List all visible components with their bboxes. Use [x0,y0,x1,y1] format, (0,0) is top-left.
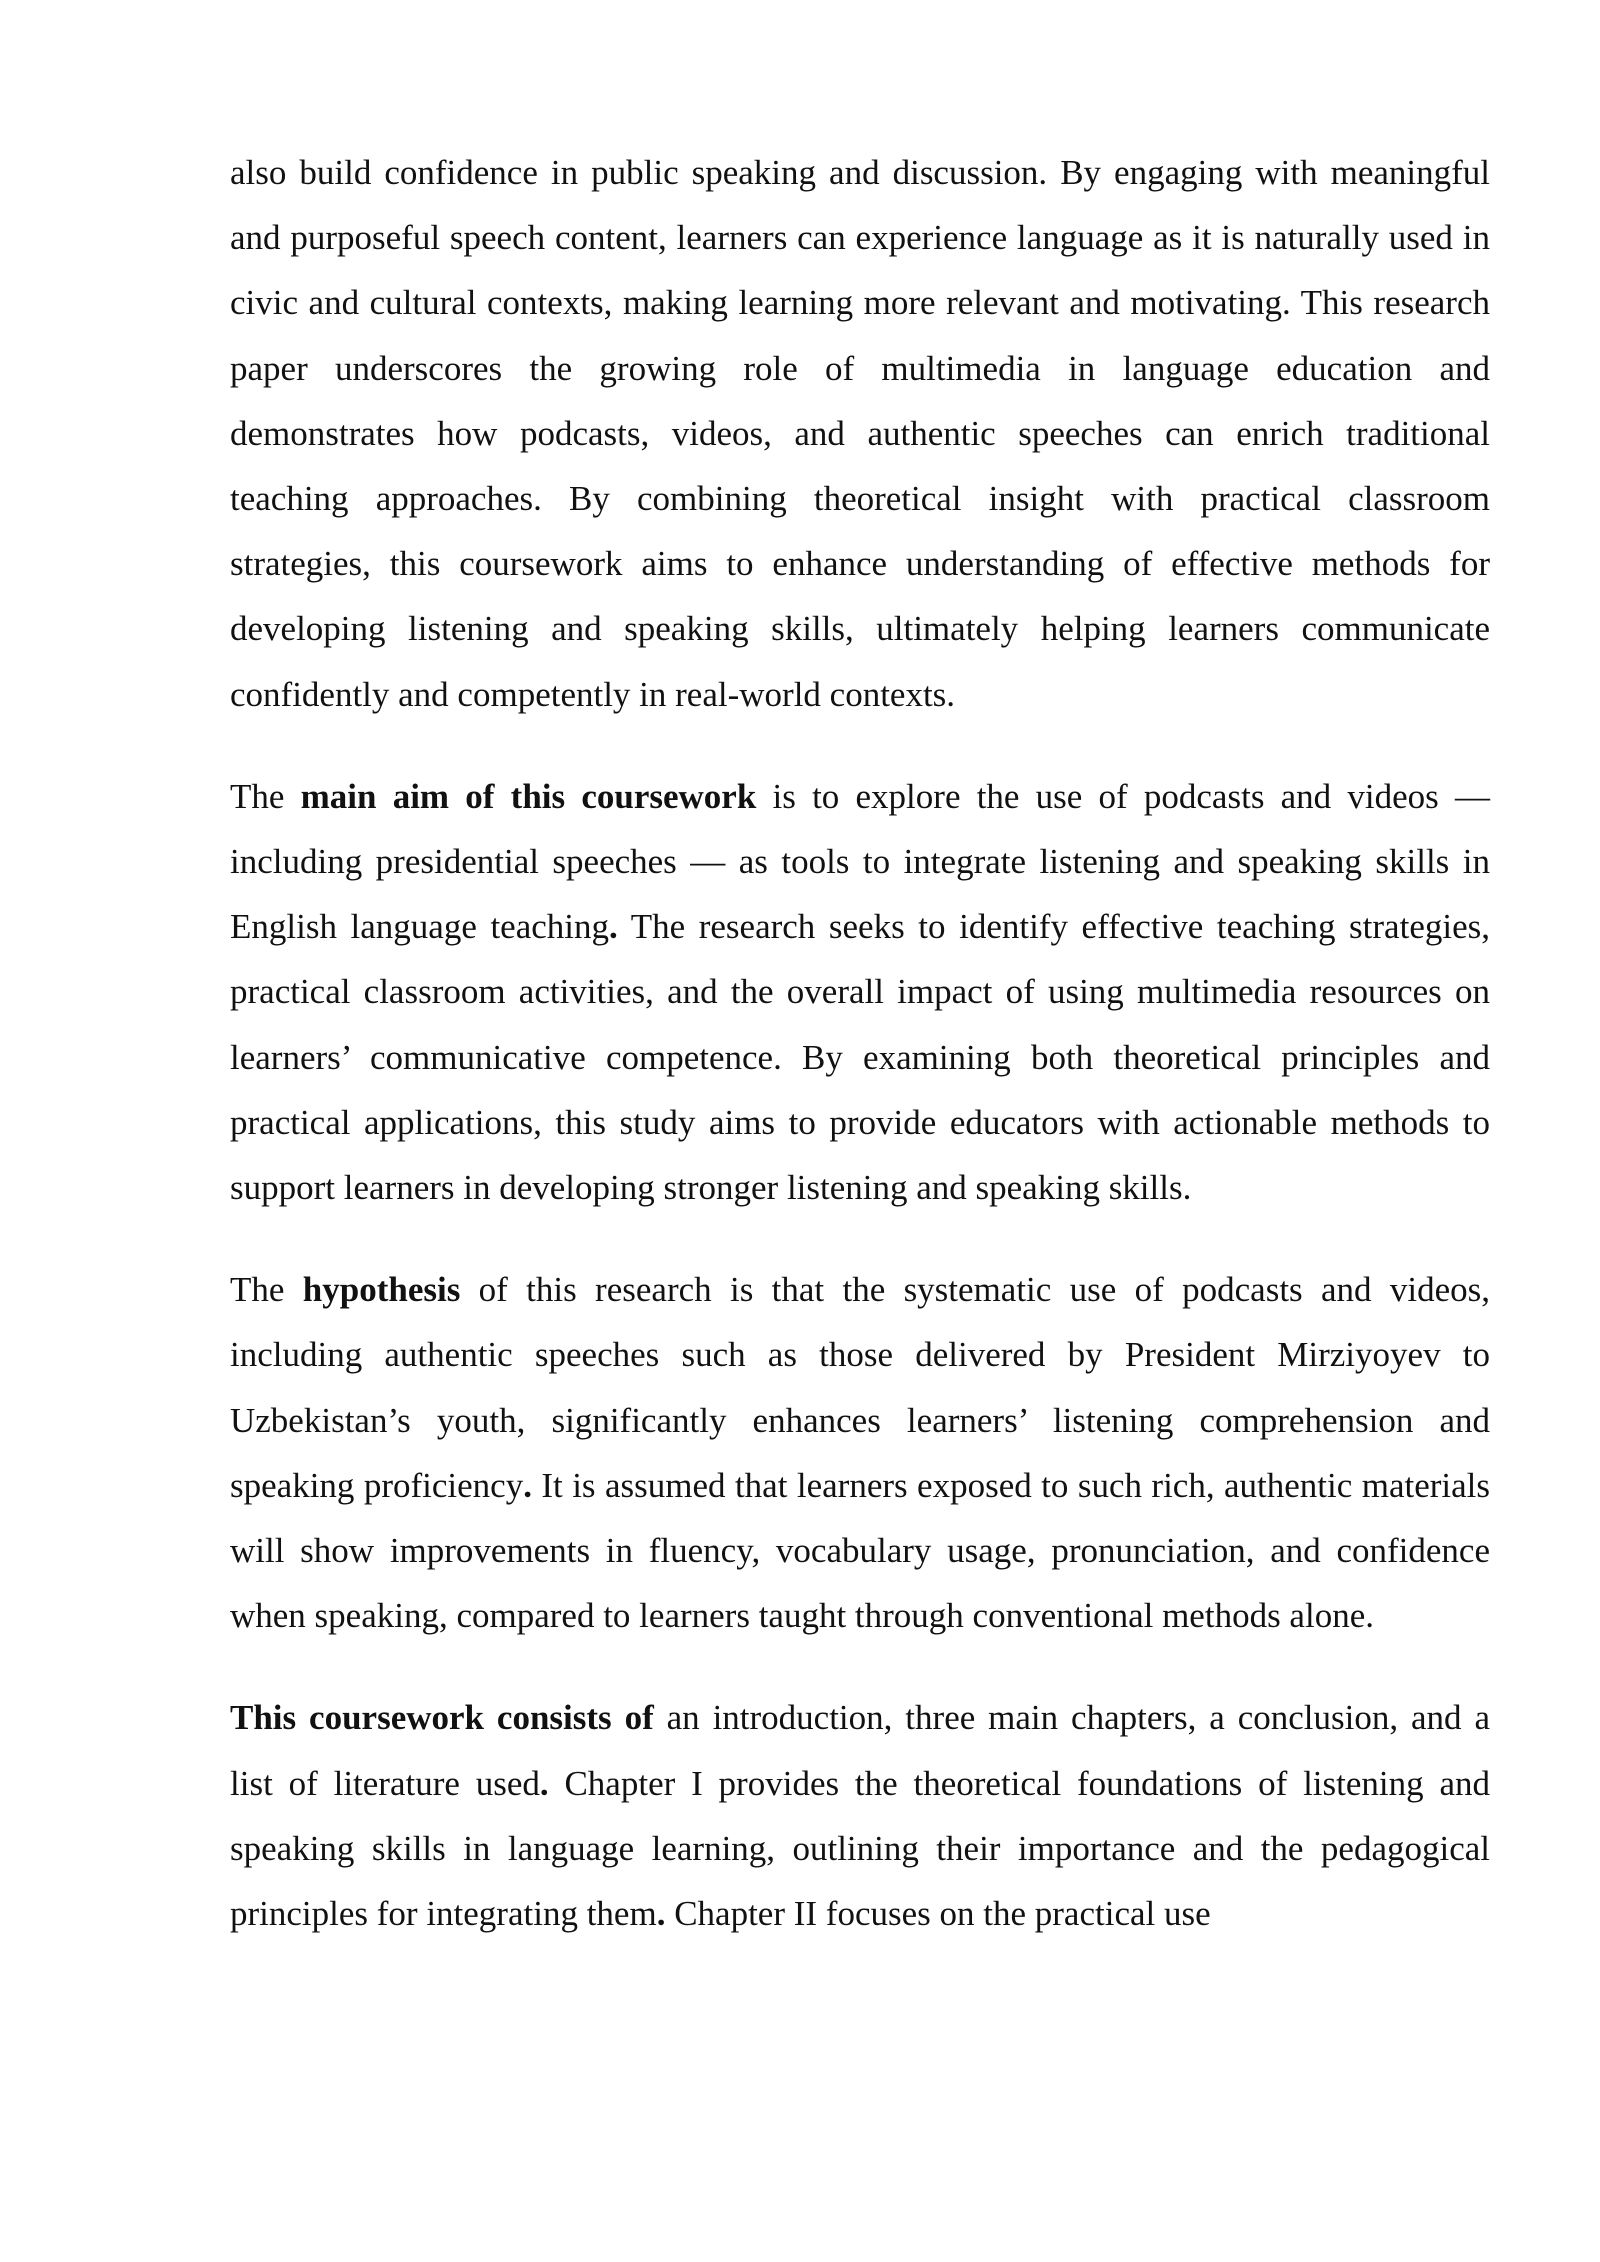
bold-period: . [609,907,618,947]
text-segment: of this research is that the systematic use of podcasts and videos, including authentic speeches such as those delivered by President Mirziyoyev to Uzbekistan’s youth, significantly enhances learners’ listening comprehension and speaking proficiency [230,1270,1490,1505]
text-segment: The [230,1270,303,1310]
text-segment: Chapter II focuses on the practical use [665,1894,1211,1934]
bold-term-main-aim: main aim of this coursework [300,776,757,816]
bold-period: . [656,1894,666,1934]
bold-period: . [523,1465,532,1505]
body-text [230,140,1490,1946]
text-segment: The [230,776,301,816]
bold-term-structure: This coursework consists of [230,1698,654,1738]
text-segment: The research seeks to identify effective teaching strategies, practical classroom activities, and the overall impact of using multimedia resources on learners’ communicative competence. By examining both theoretical principles and practical applications, this study aims to provide educators with actionable methods to support learners in developing stronger listening and speaking skills. [230,907,1490,1208]
text-segment: Chapter I provides the theoretical foundations of listening and speaking skills in language learning, outlining their importance and the pedagogical principles for integrating them [230,1763,1490,1934]
paragraph-structure [230,1685,1490,1946]
text-segment: also build confidence in public speaking and discussion. By engaging with meaningful and purposeful speech content, learners can experience language as it is naturally used in civic and cultural contexts, making learning more relevant and motivating. This research paper underscores the growing role of multimedia in language education and demonstrates how podcasts, videos, and authentic speeches can enrich traditional teaching approaches. By combining theoretical insight with practical classroom strategies, this coursework aims to enhance understanding of effective methods for developing listening and speaking skills, ultimately helping learners communicate confidently and competently in real-world contexts. [230,153,1490,714]
text-segment: an introduction, three main chapters, a conclusion, and a list of literature used [230,1698,1490,1803]
paragraph-main-aim [230,764,1490,1220]
bold-period: . [539,1763,549,1803]
text-segment: is to explore the use of podcasts and videos — including presidential speeches — as tools to integrate listening and speaking skills in English language teaching [230,776,1490,947]
bold-term-hypothesis: hypothesis [302,1270,461,1310]
text-segment: It is assumed that learners exposed to such rich, authentic materials will show improvements in fluency, vocabulary usage, pronunciation, and confidence when speaking, compared to learners taught through conventional methods alone. [230,1465,1490,1636]
paragraph-hypothesis [230,1257,1490,1648]
paragraph-intro-continuation [230,140,1490,727]
